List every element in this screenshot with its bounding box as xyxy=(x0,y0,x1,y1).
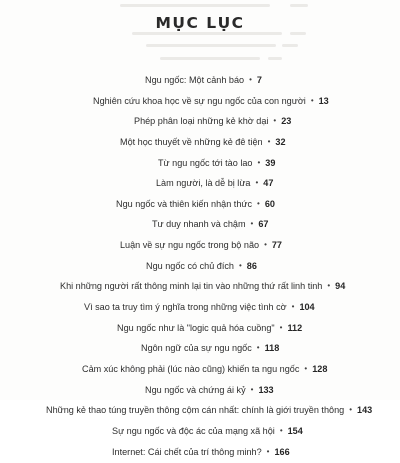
toc-entry[interactable] xyxy=(0,256,400,277)
toc-entry[interactable] xyxy=(0,91,400,112)
bullet-icon: • xyxy=(250,219,254,229)
toc-entry-title: Cảm xúc không phải (lúc nào cũng) khiến ta ngu ngốc xyxy=(82,363,300,374)
toc-title: MỤC LỤC xyxy=(155,14,245,32)
toc-list xyxy=(0,70,400,462)
toc-entry-page: 86 xyxy=(246,260,257,271)
bullet-icon: • xyxy=(257,198,260,208)
toc-entry-title: Ngu ngốc có chủ đích xyxy=(146,260,234,271)
toc-entry[interactable] xyxy=(0,276,400,297)
toc-entry-title: Tư duy nhanh và chậm xyxy=(152,219,246,230)
toc-entry[interactable] xyxy=(0,442,400,463)
toc-entry-title: Những kẻ thao túng truyền thông cộm cán nhất: chính là giới truyền thông xyxy=(46,405,345,416)
bullet-icon: • xyxy=(267,136,271,146)
bullet-icon: • xyxy=(279,322,283,332)
toc-entry-page: 23 xyxy=(281,116,292,127)
toc-entry-page: 13 xyxy=(318,95,329,106)
bullet-icon: • xyxy=(256,343,260,353)
toc-entry-page: 94 xyxy=(335,281,346,292)
toc-entry-page: 133 xyxy=(258,384,274,395)
bullet-icon: • xyxy=(238,260,242,270)
bullet-icon: • xyxy=(349,405,353,415)
toc-entry-title: Một học thuyết về những kẻ đê tiện xyxy=(120,136,263,147)
toc-entry-page: 143 xyxy=(357,405,373,416)
toc-entry-page: 32 xyxy=(275,136,286,147)
bullet-icon: • xyxy=(304,363,308,373)
toc-entry-title: Ngu ngốc và chứng ái kỷ xyxy=(145,384,246,395)
toc-entry-title: Vì sao ta truy tìm ý nghĩa trong những việc tình cờ xyxy=(84,302,287,313)
toc-entry-title: Làm người, là dễ bị lừa xyxy=(156,178,251,189)
toc-entry[interactable] xyxy=(0,132,400,153)
toc-entry-title: Phép phân loại những kẻ khờ dại xyxy=(134,116,269,127)
toc-entry[interactable] xyxy=(0,214,400,235)
toc-entry-page: 104 xyxy=(299,302,315,313)
toc-entry-title: Internet: Cái chết của trí thông minh? xyxy=(112,446,262,457)
bullet-icon: • xyxy=(250,384,254,394)
bullet-icon: • xyxy=(279,425,283,435)
toc-entry-title: Ngu ngốc và thiên kiến nhận thức xyxy=(116,198,253,209)
toc-entry[interactable] xyxy=(0,359,400,380)
toc-entry-page: 60 xyxy=(264,198,275,209)
toc-entry-title: Ngu ngốc: Một cảnh báo xyxy=(145,75,245,85)
toc-entry-page: 67 xyxy=(258,219,269,230)
bullet-icon: • xyxy=(249,75,252,84)
bullet-icon: • xyxy=(255,178,259,188)
toc-entry[interactable] xyxy=(0,235,400,256)
toc-entry-title: Nghiên cứu khoa học về sự ngu ngốc của con người xyxy=(93,95,306,106)
toc-entry[interactable] xyxy=(0,153,400,174)
bullet-icon: • xyxy=(310,95,314,105)
bullet-icon: • xyxy=(327,281,331,291)
bullet-icon: • xyxy=(291,302,295,312)
toc-entry-page: 112 xyxy=(287,322,303,333)
toc-entry-title: Ngu ngốc như là "logic quả hóa cuồng" xyxy=(117,322,275,333)
toc-entry[interactable] xyxy=(0,173,400,194)
toc-entry-page: 118 xyxy=(264,343,280,354)
toc-entry-page: 7 xyxy=(256,75,262,85)
toc-entry[interactable] xyxy=(0,400,400,421)
bullet-icon: • xyxy=(273,116,277,126)
toc-entry-page: 128 xyxy=(312,363,328,374)
toc-entry-page: 77 xyxy=(271,240,282,251)
bullet-icon: • xyxy=(266,446,270,456)
toc-entry-title: Khi những người rất thông minh lại tin vào những thứ rất linh tinh xyxy=(60,281,323,292)
toc-entry-page: 154 xyxy=(287,425,303,436)
toc-entry-page: 166 xyxy=(274,446,290,457)
toc-entry-title: Sự ngu ngốc và độc ác của mạng xã hội xyxy=(112,425,275,436)
toc-entry-page: 39 xyxy=(265,157,276,168)
toc-entry-title: Ngôn ngữ của sự ngu ngốc xyxy=(141,343,252,354)
toc-entry[interactable] xyxy=(0,111,400,132)
toc-entry[interactable] xyxy=(0,318,400,339)
toc-entry-title: Từ ngu ngốc tới tào lao xyxy=(158,157,253,168)
toc-entry[interactable] xyxy=(0,338,400,359)
toc-entry-page: 47 xyxy=(263,178,274,189)
toc-entry[interactable] xyxy=(0,70,400,91)
toc-entry[interactable] xyxy=(0,194,400,215)
bullet-icon: • xyxy=(264,240,267,250)
bullet-icon: • xyxy=(257,157,261,167)
toc-entry[interactable] xyxy=(0,297,400,318)
toc-entry[interactable] xyxy=(0,421,400,442)
toc-entry-title: Luận về sự ngu ngốc trong bộ não xyxy=(120,240,260,251)
toc-entry[interactable] xyxy=(0,380,400,401)
